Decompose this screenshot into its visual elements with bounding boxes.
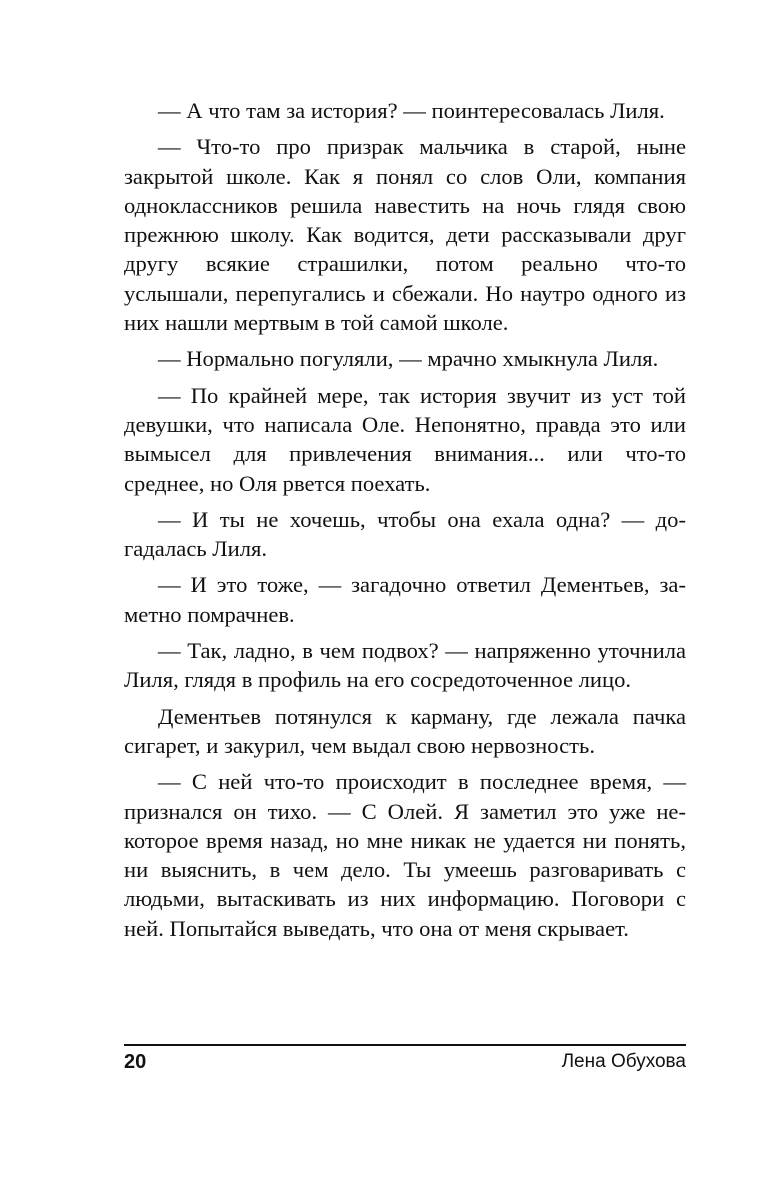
paragraph-2: — Что-то про призрак мальчика в старой, ныне закрытой школе. Как я понял со слов Оли, компания одноклассников решила навестить на ночь глядя свою прежнюю школу. Как водится, дети рассказывали друг другу всякие страшилки, потом реально что-то услышали, перепугались и сбежали. Но наутро одного из них нашли мертвым в той самой школе. [124, 134, 686, 336]
paragraph-8: Дементьев потянулся к карману, где лежала пачка сигарет, и закурил, чем выдал свою нервозность. [124, 703, 686, 758]
footer-divider [124, 1044, 686, 1046]
paragraph-5: — И ты не хочешь, чтобы она ехала одна? — догадалась Лиля. [124, 506, 686, 562]
page-number: 20 [124, 1051, 147, 1073]
book-page-body [124, 96, 686, 943]
paragraph-6: — И это тоже, — загадочно ответил Дементьев, заметно помрачнев. [124, 572, 686, 627]
paragraph-7: — Так, ладно, в чем подвох? — напряженно уточнила Лиля, глядя в профиль на его сосредоточенное лицо. [124, 638, 686, 693]
paragraph-9: — С ней что-то происходит в последнее время, — признался он тихо. — С Олей. Я заметил это уже некоторое время назад, но мне никак не удается ни понять, ни выяснить, в чем дело. Ты умеешь разговаривать с людьми, вытаскивать из них информацию. Поговори с ней. Попытайся выведать, что она от меня скрывает. [124, 769, 686, 941]
paragraph-3: — Нормально погуляли, — мрачно хмыкнула Лиля. [158, 346, 659, 372]
paragraph-1: — А что там за история? — поинтересовалась Лиля. [158, 98, 665, 123]
paragraph-4: — По крайней мере, так история звучит из уст той девушки, что написала Оле. Непонятно, правда это или вымысел для привлечения внимания... или что-то среднее, но Оля рвется поехать. [124, 382, 686, 496]
running-footer-author: Лена Обухова [561, 1051, 686, 1072]
